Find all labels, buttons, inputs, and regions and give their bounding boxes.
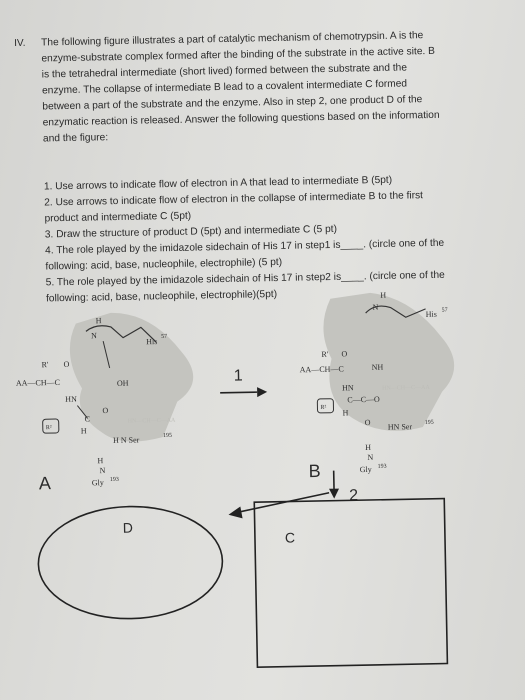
r2-label-b: R² — [320, 404, 327, 411]
gly-label: Gly — [91, 478, 104, 488]
question-intro — [41, 27, 483, 147]
hn-label-b: HN — [342, 383, 354, 393]
his-n-label-b: N — [372, 302, 379, 312]
gly-sup-label-b: 193 — [377, 463, 387, 470]
his-sup-label-b: 57 — [441, 307, 448, 314]
mechanism-figure — [0, 275, 525, 700]
h2-label-b: H — [342, 408, 349, 418]
o1-label: O — [63, 359, 70, 369]
h2-label: H — [80, 426, 87, 436]
gly-h-label: H — [97, 456, 104, 466]
label-c: C — [284, 529, 296, 546]
c-label: C — [84, 414, 91, 424]
intro-line: is the tetrahedral intermediate (short lived) formed between the substrate and the — [41, 62, 408, 81]
o2-label-b: O — [364, 417, 371, 428]
intro-line: enzyme-substrate complex formed after the binding of the substrate in the active site. B — [41, 45, 436, 65]
sub-question-line: 1. Use arrows to indicate flow of electron in A that lead to intermediate B (5pt) — [43, 174, 393, 193]
ser-sup-label-b: 195 — [424, 419, 434, 426]
step1-arrow — [220, 367, 268, 398]
sub-question-line: following: acid, base, nucleophile, electrophile) (5 pt) — [45, 256, 283, 273]
step1-label: 1 — [233, 367, 243, 385]
oh-label: OH — [116, 378, 129, 388]
question-number: IV. — [14, 37, 26, 49]
sub-question-line: 4. The role played by the imidazole sidechain of His 17 in step1 is____. (circle one of the — [45, 237, 445, 257]
gly-n-label-b: N — [367, 452, 374, 463]
sub-question-line: 3. Draw the structure of product D (5pt) and intermediate C (5 pt) — [44, 223, 338, 241]
step2-arrows — [228, 470, 359, 518]
aa-chain-label: AA—CH—C — [15, 377, 61, 388]
ser-sup-label: 195 — [162, 432, 173, 439]
hn-label: HN — [65, 394, 77, 404]
intro-line: enzymatic reaction is released. Answer the following questions based on the information — [42, 109, 440, 129]
his-label-b: His — [425, 309, 437, 319]
aa-chain-label-b: AA—CH—C — [299, 364, 344, 375]
gly-sup-label: 193 — [109, 476, 119, 483]
his-h-label: H — [95, 316, 102, 326]
label-d: D — [122, 519, 134, 536]
ser-label: H N Ser — [112, 435, 140, 445]
faded-chain-a: HN—CH—C—AA — [127, 417, 176, 425]
step2-label: 2 — [348, 487, 359, 505]
nh-label-b: NH — [371, 362, 384, 372]
question-text-block — [14, 26, 514, 305]
intro-line: enzyme. The collapse of intermediate B lead to a covalent intermediate C formed — [41, 78, 408, 97]
his-n-label: N — [90, 331, 97, 341]
r2-label: R² — [45, 425, 52, 432]
o2-label: O — [102, 405, 109, 416]
r1-label-b: R' — [321, 349, 329, 359]
r1-label: R' — [41, 360, 49, 370]
sub-question-line: 2. Use arrows to indicate flow of electron in the collapse of intermediate B to the first — [44, 190, 424, 209]
intro-line: and the figure: — [42, 132, 109, 145]
label-b: B — [308, 460, 321, 482]
cco-label-b: C—C—O — [347, 394, 380, 405]
sub-question-line: product and intermediate C (5pt) — [44, 210, 192, 225]
faded-chain-b: HN—CH—C—AA — [382, 384, 430, 392]
intro-line: between a part of the substrate and the enzyme. Also in step 2, one product D of the — [42, 94, 423, 113]
his-sup-label: 57 — [161, 333, 168, 340]
his-h-label-b: H — [380, 290, 387, 300]
gly-h-label-b: H — [365, 442, 372, 453]
gly-label-b: Gly — [359, 464, 372, 475]
structure-b — [298, 289, 456, 481]
sub-question-line: following: acid, base, nucleophile, electrophile)(5pt) — [45, 288, 278, 305]
ser-label-b: HN Ser — [387, 422, 413, 432]
intro-line: The following figure illustrates a part of catalytic mechanism of chemotrypsin. A is the — [41, 30, 424, 49]
his-label: His — [146, 337, 158, 347]
sub-question-line: 5. The role played by the imidazole sidechain of His 17 in step2 is____. (circle one of the — [45, 269, 445, 289]
answer-box-c[interactable] — [254, 499, 447, 668]
structure-a — [15, 311, 196, 493]
o1-label-b: O — [341, 349, 348, 359]
gly-n-label: N — [99, 466, 106, 476]
label-a: A — [38, 473, 52, 494]
